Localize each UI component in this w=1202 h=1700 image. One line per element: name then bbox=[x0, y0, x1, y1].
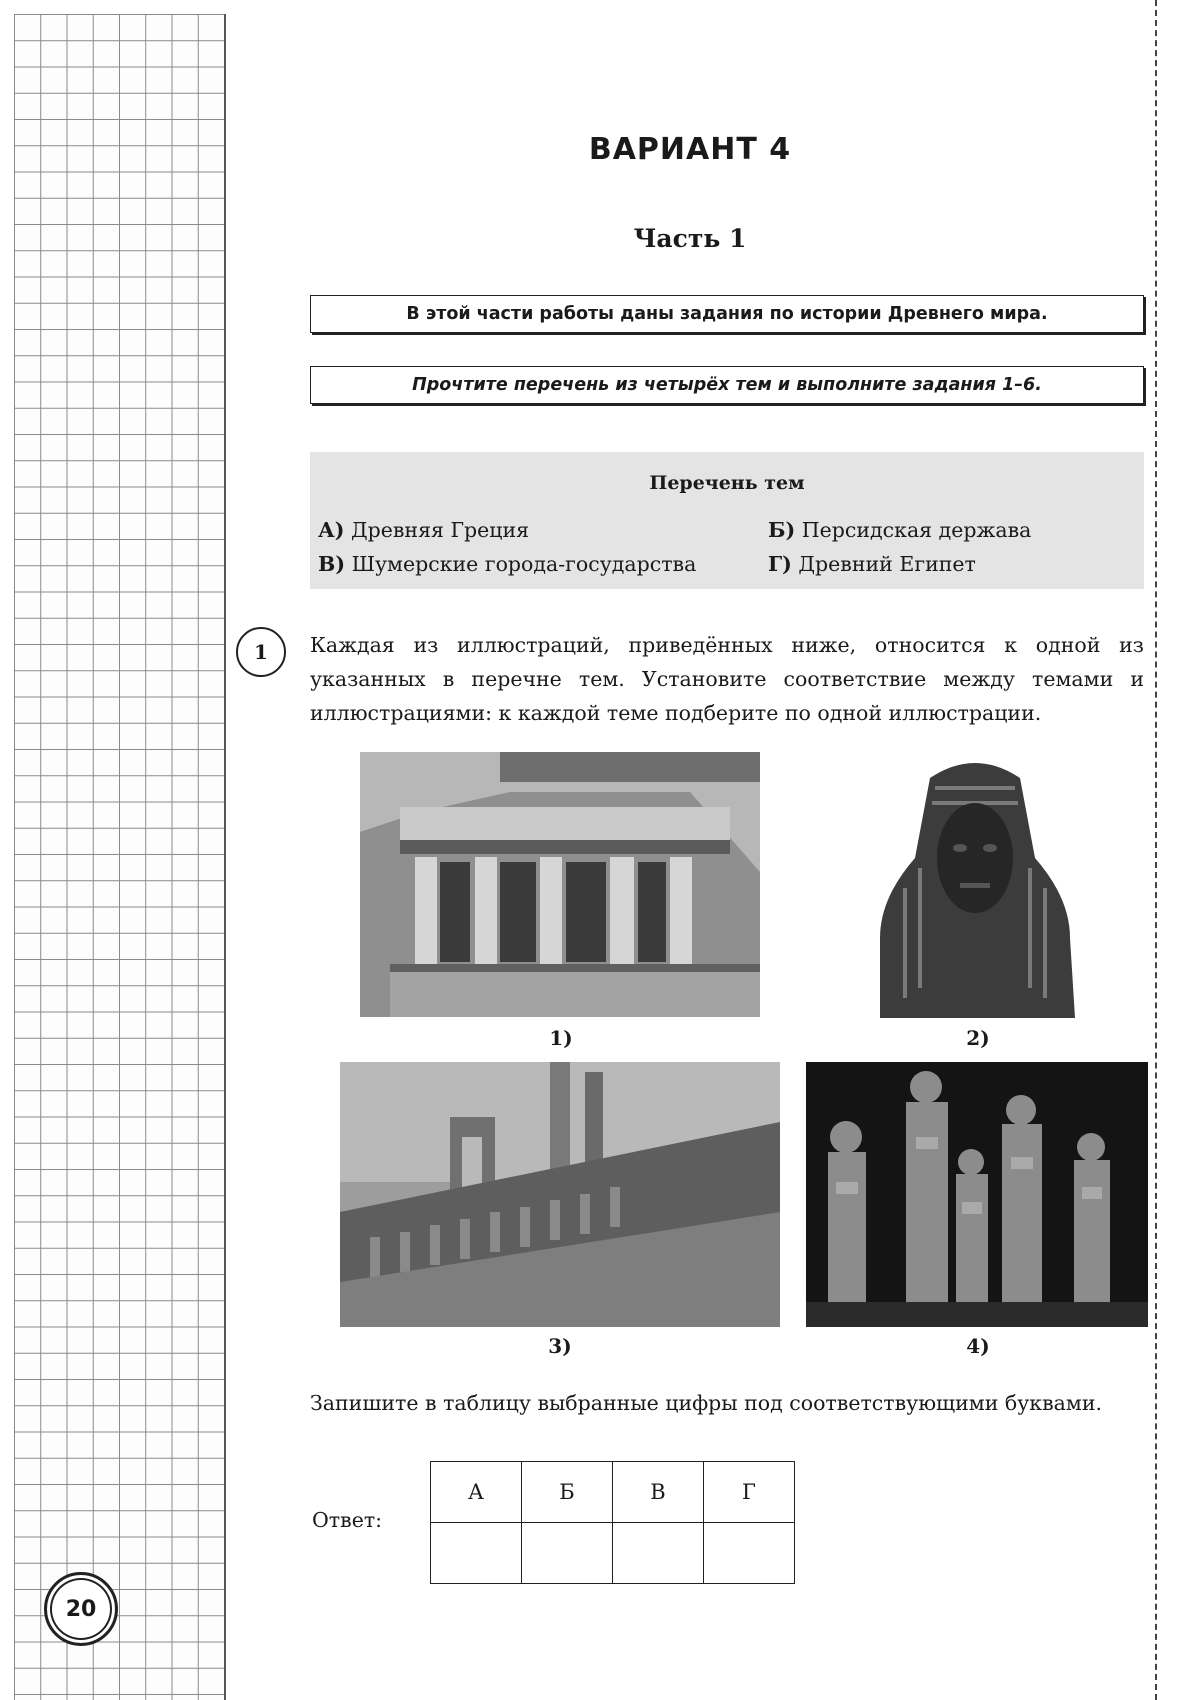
topic-item-b bbox=[768, 518, 1031, 542]
cut-line bbox=[1155, 0, 1157, 1700]
answer-instruction: Запишите в таблицу выбранные цифры под соответствующими буквами. bbox=[310, 1391, 1103, 1415]
answer-header-cell: В bbox=[613, 1462, 704, 1523]
illustration-1-caryatids bbox=[360, 752, 760, 1017]
answer-label: Ответ: bbox=[312, 1508, 383, 1532]
illustration-2-pharaoh-head bbox=[860, 748, 1090, 1018]
part-title: Часть 1 bbox=[633, 224, 747, 253]
answer-input-row bbox=[431, 1523, 795, 1584]
notice-text: Прочтите перечень из четырёх тем и выполните задания 1–6. bbox=[412, 375, 1042, 395]
answer-header-row bbox=[431, 1462, 795, 1523]
page-number: 20 bbox=[44, 1572, 118, 1646]
answer-header-cell: Г bbox=[704, 1462, 795, 1523]
page-title: ВАРИАНТ 4 bbox=[588, 132, 792, 167]
illustration-4-sumerian-statues bbox=[806, 1062, 1148, 1327]
illustration-caption: 1) bbox=[549, 1026, 573, 1050]
notice-text: В этой части работы даны задания по истории Древнего мира. bbox=[406, 304, 1048, 324]
topic-letter: Б) bbox=[768, 518, 796, 542]
topic-name: Шумерские города-государства bbox=[351, 552, 697, 576]
topic-name: Древний Египет bbox=[798, 552, 976, 576]
topic-item-a bbox=[318, 518, 529, 542]
topic-item-v bbox=[318, 552, 696, 576]
answer-header-cell: Б bbox=[522, 1462, 613, 1523]
notice-box-instructions bbox=[310, 366, 1144, 404]
illustration-3-persepolis bbox=[340, 1062, 780, 1327]
topic-name: Персидская держава bbox=[801, 518, 1032, 542]
topic-letter: Г) bbox=[768, 552, 792, 576]
answer-table bbox=[430, 1461, 795, 1584]
answer-cell-a[interactable] bbox=[431, 1523, 522, 1584]
topic-letter: А) bbox=[318, 518, 345, 542]
topics-list bbox=[310, 452, 1144, 589]
answer-cell-g[interactable] bbox=[704, 1523, 795, 1584]
task-number-badge: 1 bbox=[236, 627, 286, 677]
illustration-caption: 3) bbox=[548, 1334, 572, 1358]
topic-letter: В) bbox=[318, 552, 346, 576]
answer-header-cell: А bbox=[431, 1462, 522, 1523]
task-text: Каждая из иллюстраций, приведённых ниже, относится к одной из указанных в перечне тем. Установите соответствие между темами и иллюстрациями: к каждой теме подберите по одной иллюстрации. bbox=[310, 633, 1144, 725]
notice-box-history bbox=[310, 295, 1144, 333]
answer-cell-v[interactable] bbox=[613, 1523, 704, 1584]
topic-item-g bbox=[768, 552, 976, 576]
answer-cell-b[interactable] bbox=[522, 1523, 613, 1584]
illustration-caption: 2) bbox=[966, 1026, 990, 1050]
illustration-caption: 4) bbox=[966, 1334, 990, 1358]
topic-name: Древняя Греция bbox=[350, 518, 530, 542]
topics-heading: Перечень тем bbox=[649, 472, 805, 494]
grid-margin bbox=[14, 14, 226, 1700]
